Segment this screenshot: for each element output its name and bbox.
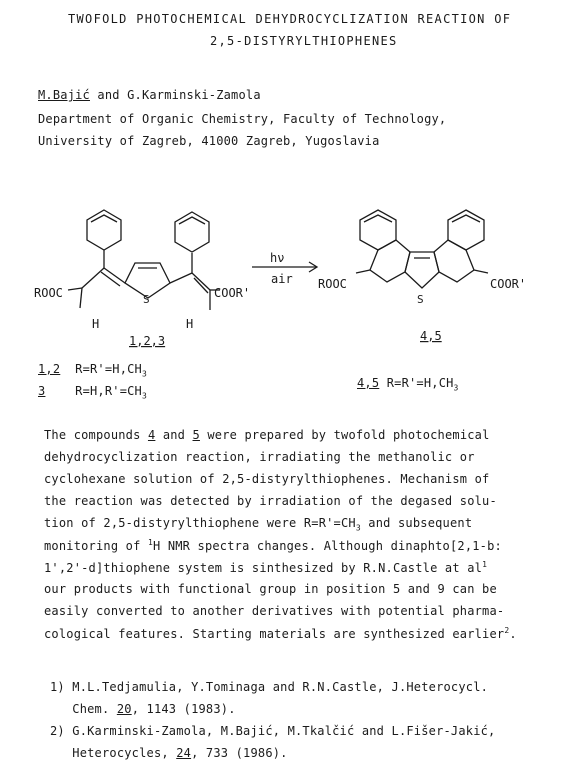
left-phenyl-ring (87, 210, 121, 250)
body-line-7: 1',2'-d]thiophene system is sinthesized by R.N.Castle at $al^1$ (44, 560, 488, 575)
sulfur-label: S (143, 293, 150, 306)
legend-start-1-text: R=R'=H,CH (75, 362, 142, 376)
authors-joiner: and (89, 88, 128, 102)
product-right-inner-ring (434, 240, 474, 282)
legend-start-2-text: R=H,R'=CH (75, 384, 142, 398)
body-line-4: the reaction was detected by irradiation of the degased solu- (44, 494, 497, 508)
starting-compound-numbers: 1,2,3 (129, 334, 166, 348)
legend-product-sub: 3 (453, 383, 459, 393)
reference-2-line-2: Heterocycles, 24, 733 (1986). (50, 746, 288, 760)
affiliation-line-2: University of Zagreb, 41000 Zagreb, Yugoslavia (38, 134, 380, 148)
body-line-6: monitoring of $^1$H NMR spectra changes. Although dinaphto[2,1-b: (44, 538, 502, 553)
left-hydrogen-label: H (92, 317, 100, 331)
body-line-10: cological features. Starting materials are synthesized earlier$^2$. (44, 626, 517, 641)
legend-product-num: 4,5 (357, 376, 380, 390)
product-left-outer-ring (360, 210, 396, 250)
reference-1-line-2: Chem. 20, 1143 (1983). (50, 702, 236, 716)
author-2: G.Karminski-Zamola (127, 88, 261, 102)
body-line-5: tion of 2,5-distyrylthiophene were $R=R'=CH_3$ and subsequent (44, 516, 473, 533)
product-right-ester-label: COOR' (490, 277, 527, 291)
legend-start-1-num: 1,2 (38, 362, 61, 376)
right-ester-label: COOR' (214, 286, 251, 300)
reference-1-line-1: 1) M.L.Tedjamulia, Y.Tominaga and R.N.Castle, J.Heterocycl. (50, 680, 489, 694)
reagent-air-label: air (271, 272, 293, 286)
product-compound-numbers: 4,5 (420, 329, 442, 343)
legend-start-2-sub: 3 (141, 391, 147, 401)
body-line-3: cyclohexane solution of 2,5-distyrylthiophenes. Mechanism of (44, 472, 490, 486)
title-line-1: TWOFOLD PHOTOCHEMICAL DEHYDROCYCLIZATION REACTION OF (68, 12, 512, 26)
legend-start-1-sub: 3 (141, 369, 147, 379)
product-structure (356, 210, 488, 288)
right-hydrogen-label: H (186, 317, 194, 331)
author-1: M.Bajić (38, 88, 90, 102)
reference-2-line-1: 2) G.Karminski-Zamola, M.Bajić, M.Tkalčić and L.Fišer-Jakić, (50, 724, 496, 738)
legend-start-1 (38, 362, 147, 378)
authors (38, 88, 261, 102)
compound-4-ref: 4 (147, 428, 156, 442)
right-phenyl-ring (175, 212, 209, 252)
body-line-9: easily converted to another derivatives with potential pharma- (44, 604, 505, 618)
compound-5-ref: 5 (192, 428, 200, 442)
left-ester-label: ROOC (34, 286, 63, 300)
reagent-light-label: hν (270, 251, 285, 265)
product-left-inner-ring (370, 240, 410, 282)
reaction-arrow (252, 262, 317, 272)
legend-start-2 (38, 384, 147, 400)
body-line-1: The compounds 4 and 5 were prepared by twofold photochemical (44, 428, 490, 442)
product-right-outer-ring (448, 210, 484, 250)
body-line-2: dehydrocyclization reaction, irradiating the methanolic or (44, 450, 475, 464)
legend-product (357, 376, 459, 392)
affiliation-line-1: Department of Organic Chemistry, Faculty of Technology, (38, 112, 447, 126)
legend-start-2-num: 3 (38, 384, 46, 398)
legend-product-text: R=R'=H,CH (386, 376, 454, 390)
body-line-8: our products with functional group in position 5 and 9 can be (44, 582, 497, 596)
product-sulfur-label: S (417, 293, 424, 306)
title-line-2: 2,5-DISTYRYLTHIOPHENES (210, 34, 398, 48)
product-left-ester-label: ROOC (318, 277, 347, 291)
